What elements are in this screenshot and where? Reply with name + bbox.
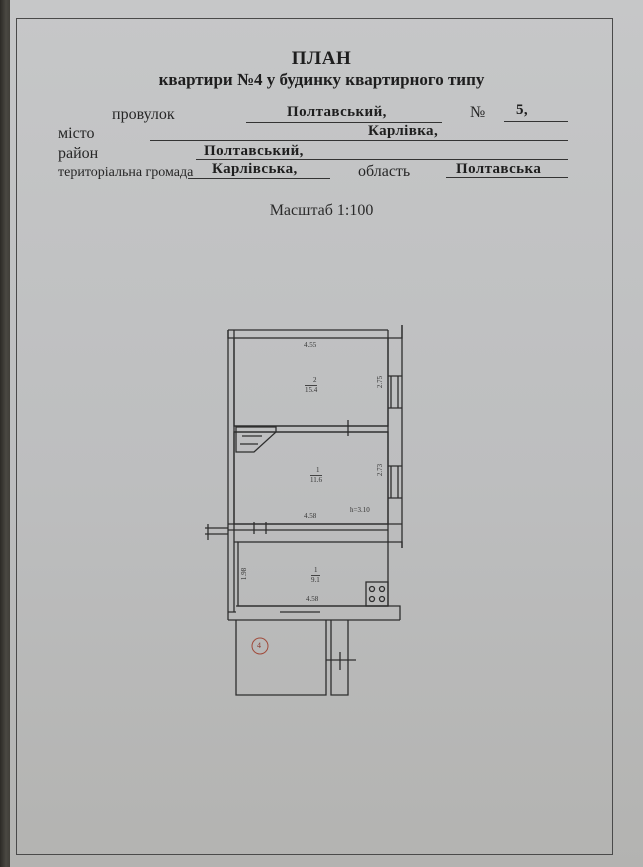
community-label: територіальна громада — [58, 165, 194, 180]
number-value: 5, — [516, 102, 529, 118]
room-3-area: 9.1 — [311, 576, 320, 584]
entrance-stub — [205, 524, 228, 540]
room-1-number: 1 — [316, 466, 320, 474]
room-3-depth: 1.98 — [240, 567, 249, 581]
room-1-depth: 2.73 — [376, 463, 385, 477]
marker-number: 4 — [257, 641, 261, 650]
street-label: провулок — [112, 106, 175, 123]
room-3-number: 1 — [314, 566, 318, 574]
city-label: місто — [58, 125, 95, 142]
room-2-area: 15.4 — [305, 386, 318, 394]
document-subtitle: квартири №4 у будинку квартирного типу — [158, 70, 485, 89]
room-2-number: 2 — [313, 376, 317, 384]
street-value: Полтавський, — [287, 104, 387, 120]
room-2-outline — [234, 338, 388, 426]
burner-1 — [370, 587, 375, 592]
room-1-area: 11.6 — [310, 476, 322, 484]
district-label: район — [58, 145, 99, 162]
community-value: Карлівська, — [212, 161, 298, 177]
district-value: Полтавський, — [204, 143, 304, 159]
stairs-block — [236, 427, 276, 452]
stairs-lines — [240, 436, 262, 444]
burner-4 — [380, 597, 385, 602]
burner-2 — [380, 587, 385, 592]
burner-3 — [370, 597, 375, 602]
window-room-2 — [388, 376, 402, 408]
city-value: Карлівка, — [368, 123, 439, 139]
height-label: h=3.10 — [350, 506, 370, 514]
room-3-joint — [234, 542, 402, 548]
annex-outline — [236, 620, 326, 695]
top-wall — [228, 325, 402, 338]
region-value: Полтавська — [456, 161, 542, 177]
room-2-depth: 2.75 — [376, 375, 385, 389]
stove-icon — [366, 582, 388, 606]
bottom-wall — [228, 606, 400, 620]
document-title: ПЛАН — [291, 48, 352, 69]
number-label: № — [470, 104, 486, 121]
window-room-1 — [388, 466, 402, 498]
top-width-label: 4.55 — [304, 341, 317, 349]
region-label: область — [358, 163, 411, 180]
scale-label: Масштаб 1:100 — [269, 202, 374, 219]
room-3-width: 4.58 — [306, 595, 319, 603]
room-1-width: 4.58 — [304, 512, 317, 520]
